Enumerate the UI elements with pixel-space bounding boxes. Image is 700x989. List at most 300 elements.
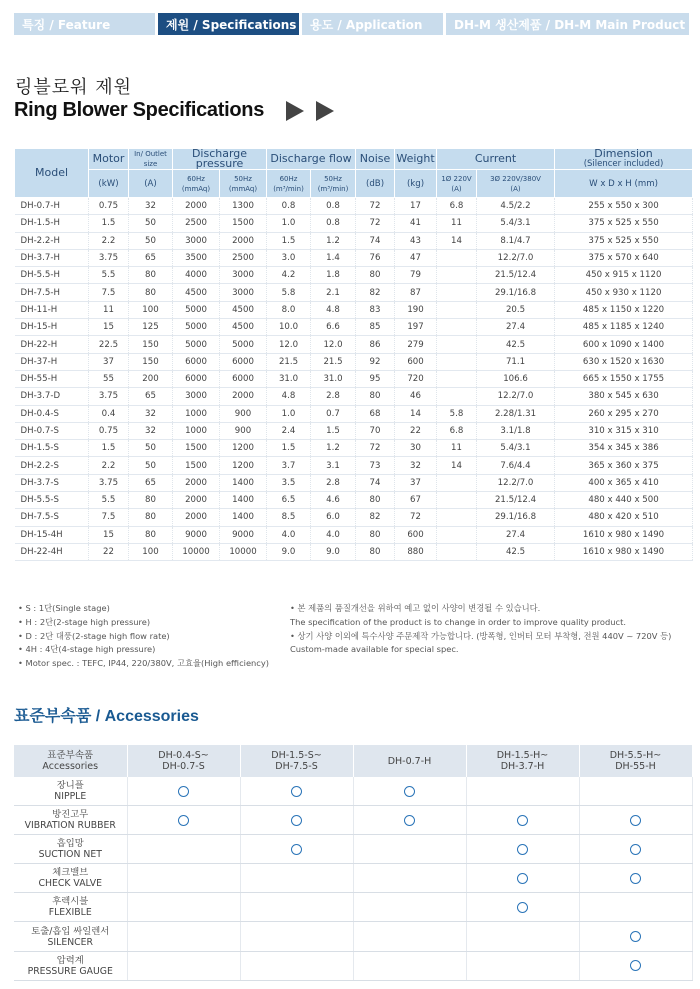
sub-f50 [311,170,356,198]
sub-p60 [173,170,220,198]
table-cell: 279 [395,336,437,353]
model-cell: DH-5.5-H [15,267,89,284]
spec-table-body [15,198,693,561]
accessory-name-en: PRESSURE GAUGE [27,965,113,977]
included-circle-icon [517,902,528,913]
accessory-name-ko: 후렉시블 [52,896,89,908]
table-cell: 9000 [173,526,220,543]
table-cell [437,492,477,509]
table-cell: 3.5 [267,474,311,491]
table-cell: 3.1 [311,457,356,474]
arrow-icons [286,101,334,121]
acc-col-l1: DH-0.7-H [387,755,432,767]
table-cell: 1.5 [89,440,129,457]
table-cell: 50 [129,440,173,457]
included-circle-icon [291,844,302,855]
included-circle-icon [630,815,641,826]
table-cell: 11 [437,215,477,232]
acc-col [579,745,692,777]
table-cell: 20.5 [477,301,555,318]
table-cell: 1300 [220,198,267,215]
sub-c3 [477,170,555,198]
acc-col-l2: DH-3.7-H [500,761,545,772]
acc-col-l2: DH-55-H [615,761,656,772]
table-cell: 10000 [173,543,220,560]
model-cell: DH-0.7-H [15,198,89,215]
notes-right [290,602,671,657]
accessory-name-en: SILENCER [47,936,93,948]
accessory-cell [353,922,466,951]
table-cell: 6000 [173,370,220,387]
table-cell: 79 [395,267,437,284]
table-cell: 5.8 [267,284,311,301]
sub-f50-hz: 50Hz [324,174,342,183]
tab-main-product[interactable]: DH-M 생산제품 / DH-M Main Product [446,13,689,35]
note-line: • S : 1단(Single stage) [18,603,110,613]
tab-application[interactable]: 용도 / Application [302,13,443,35]
model-cell: DH-15-4H [15,526,89,543]
table-cell: 485 x 1150 x 1220 [555,301,693,318]
sub-p50-unit: (mmAq) [228,184,258,193]
table-cell: 80 [356,543,395,560]
table-cell: 15 [89,526,129,543]
table-cell: 71.1 [477,353,555,370]
model-cell: DH-37-H [15,353,89,370]
play-arrow-icon [286,101,304,121]
table-cell: 5000 [173,336,220,353]
included-circle-icon [178,786,189,797]
table-row [15,509,693,526]
table-cell [437,509,477,526]
table-cell: 600 [395,526,437,543]
accessory-cell [579,864,692,893]
model-cell: DH-2.2-S [15,457,89,474]
note-line: • H : 2단(2-stage high pressure) [18,616,151,627]
table-cell: 17 [395,198,437,215]
table-cell: 354 x 345 x 386 [555,440,693,457]
table-cell [437,284,477,301]
table-cell: 1610 x 980 x 1490 [555,543,693,560]
table-cell: 1000 [173,405,220,422]
table-cell: 1.5 [267,232,311,249]
table-cell: 32 [129,405,173,422]
table-cell: 80 [129,526,173,543]
table-cell: 31.0 [311,370,356,387]
table-row [15,422,693,439]
table-cell: 68 [356,405,395,422]
table-cell: 2000 [220,232,267,249]
table-cell: 1.0 [267,405,311,422]
table-cell: 67 [395,492,437,509]
tab-feature[interactable]: 특징 / Feature [14,13,155,35]
table-cell: 21.5 [311,353,356,370]
table-cell: 7.5 [89,509,129,526]
sub-f60-hz: 60Hz [279,174,298,183]
acc-col [353,745,466,777]
table-cell: 6.5 [267,492,311,509]
accessory-label [14,806,127,835]
table-cell: 70 [356,422,395,439]
model-cell: DH-0.4-S [15,405,89,422]
table-cell: 260 x 295 x 270 [555,405,693,422]
acc-head-en: Accessories [42,761,99,772]
table-cell: 10000 [220,543,267,560]
table-cell: 3000 [220,267,267,284]
table-cell: 43 [395,232,437,249]
table-row [15,492,693,509]
accessory-name-ko: 방진고무 [52,809,89,821]
note-line: • 본 제품의 품질개선을 위하여 예고 없이 사양이 변경될 수 있습니다. [290,603,541,613]
accessory-cell [579,893,692,922]
table-cell: 150 [129,336,173,353]
table-cell: 3.75 [89,388,129,405]
accessory-cell [127,922,240,951]
accessory-cell [466,951,579,980]
table-cell: 2.2 [89,232,129,249]
table-cell: 7.6/4.4 [477,457,555,474]
table-cell: 880 [395,543,437,560]
accessory-cell [353,893,466,922]
table-cell: 0.7 [311,405,356,422]
accessory-cell [127,951,240,980]
table-cell: 80 [129,509,173,526]
model-cell: DH-22-H [15,336,89,353]
table-cell: 2000 [173,492,220,509]
table-cell: 37 [395,474,437,491]
table-cell: 1.2 [311,440,356,457]
table-cell: 65 [129,474,173,491]
table-cell: 100 [129,301,173,318]
table-cell: 1500 [220,215,267,232]
table-cell: 900 [220,422,267,439]
table-cell: 310 x 315 x 310 [555,422,693,439]
table-row [15,543,693,560]
accessory-label [14,922,127,951]
col-flow: Discharge flow [267,149,356,170]
table-cell: 21.5/12.4 [477,267,555,284]
table-cell: 4500 [220,319,267,336]
table-cell: 380 x 545 x 630 [555,388,693,405]
model-cell: DH-22-4H [15,543,89,560]
accessory-cell [353,777,466,806]
table-cell: 5000 [220,336,267,353]
list-item [14,806,692,835]
table-cell: 600 [395,353,437,370]
table-cell: 1200 [220,440,267,457]
accessory-cell [240,951,353,980]
table-cell: 375 x 525 x 550 [555,232,693,249]
table-cell: 480 x 420 x 510 [555,509,693,526]
accessory-cell [353,864,466,893]
table-cell: 1610 x 980 x 1490 [555,526,693,543]
included-circle-icon [630,960,641,971]
accessory-cell [353,951,466,980]
table-row [15,198,693,215]
model-cell: DH-3.7-H [15,249,89,266]
dimension-label: Dimension [594,147,653,160]
table-cell: 12.0 [311,336,356,353]
table-cell: 3.75 [89,249,129,266]
table-cell: 450 x 915 x 1120 [555,267,693,284]
accessory-cell [353,835,466,864]
table-cell: 29.1/16.8 [477,509,555,526]
accessory-name-ko: 압력계 [56,954,84,966]
table-cell: 480 x 440 x 500 [555,492,693,509]
accessory-label [14,777,127,806]
table-cell: 1400 [220,509,267,526]
list-item [14,835,692,864]
note-line: • Motor spec. : TEFC, IP44, 220/380V, 고효율(High efficiency) [18,658,270,669]
list-item [14,951,692,980]
model-cell: DH-1.5-H [15,215,89,232]
table-cell: 5000 [173,301,220,318]
table-cell: 22.5 [89,336,129,353]
included-circle-icon [291,786,302,797]
col-weight: Weight [395,149,437,170]
model-cell: DH-11-H [15,301,89,318]
table-row [15,353,693,370]
table-cell [437,474,477,491]
accessory-name-ko: 토출/흡입 싸일렌서 [31,925,110,937]
table-cell: 2000 [220,388,267,405]
included-circle-icon [630,873,641,884]
accessory-cell [127,777,240,806]
unit-weight: (kg) [395,170,437,198]
included-circle-icon [291,815,302,826]
table-cell [437,319,477,336]
included-circle-icon [517,815,528,826]
table-cell: 5.5 [89,492,129,509]
accessory-cell [353,806,466,835]
accessory-label [14,951,127,980]
included-circle-icon [630,931,641,942]
play-arrow-icon [316,101,334,121]
table-cell: 0.4 [89,405,129,422]
table-row [15,526,693,543]
table-row [15,457,693,474]
table-cell: 6000 [220,353,267,370]
accessory-cell [466,893,579,922]
table-cell: 5.4/3.1 [477,215,555,232]
note-line: • D : 2단 대풍(2-stage high flow rate) [18,630,170,641]
table-cell: 10.0 [267,319,311,336]
table-cell: 27.4 [477,319,555,336]
nav-tabs [14,13,692,35]
table-cell: 72 [395,509,437,526]
table-cell: 1.5 [311,422,356,439]
table-cell: 485 x 1185 x 1240 [555,319,693,336]
list-item [14,893,692,922]
table-cell: 9.0 [311,543,356,560]
table-cell: 1.0 [267,215,311,232]
table-cell: 12.0 [267,336,311,353]
table-cell: 55 [89,370,129,387]
table-cell [437,301,477,318]
table-cell: 1.4 [311,249,356,266]
table-cell: 32 [395,457,437,474]
acc-head-ko: 표준부속품 [47,750,94,761]
table-cell: 4.8 [311,301,356,318]
table-cell: 85 [356,319,395,336]
accessory-cell [579,777,692,806]
table-cell: 3000 [173,232,220,249]
acc-col-l2: DH-0.7-S [162,761,205,772]
table-cell: 22 [89,543,129,560]
list-item [14,922,692,951]
sub-c1-label: 1Ø 220V [441,174,472,183]
tab-specifications[interactable]: 제원 / Specifications [158,13,299,35]
table-cell [437,267,477,284]
table-cell: 72 [356,198,395,215]
table-cell: 50 [129,232,173,249]
accessory-cell [240,922,353,951]
table-cell: 80 [129,284,173,301]
acc-col-head [14,745,127,777]
table-cell: 1500 [173,457,220,474]
table-row [15,405,693,422]
col-pressure: Discharge pressure [173,149,267,170]
unit-inout: (A) [129,170,173,198]
table-cell: 80 [356,492,395,509]
table-cell: 3.7 [267,457,311,474]
table-cell: 2500 [173,215,220,232]
table-cell: 3500 [173,249,220,266]
table-cell: 600 x 1090 x 1400 [555,336,693,353]
table-row [15,249,693,266]
model-cell: DH-15-H [15,319,89,336]
table-cell: 0.8 [311,198,356,215]
table-cell: 6000 [173,353,220,370]
accessories-title: 표준부속품 / Accessories [14,708,199,725]
table-row [15,215,693,232]
table-cell: 2500 [220,249,267,266]
table-cell: 82 [356,509,395,526]
table-cell [437,543,477,560]
accessory-cell [240,806,353,835]
accessory-label [14,893,127,922]
table-cell: 2.28/1.31 [477,405,555,422]
col-model: Model [15,149,89,198]
table-cell: 1000 [173,422,220,439]
list-item [14,777,692,806]
table-cell: 3.1/1.8 [477,422,555,439]
table-cell: 83 [356,301,395,318]
table-cell: 6.0 [311,509,356,526]
table-cell: 92 [356,353,395,370]
table-row [15,370,693,387]
acc-col-l1: DH-5.5-H~ [609,750,662,761]
table-cell: 4.2 [267,267,311,284]
table-cell: 14 [437,457,477,474]
table-cell: 8.5 [267,509,311,526]
model-cell: DH-3.7-D [15,388,89,405]
acc-col [240,745,353,777]
accessory-cell [127,864,240,893]
table-cell: 0.75 [89,198,129,215]
table-cell: 2.2 [89,457,129,474]
col-dimension [555,149,693,170]
table-cell: 29.1/16.8 [477,284,555,301]
table-cell: 80 [356,388,395,405]
table-cell: 255 x 550 x 300 [555,198,693,215]
acc-col-l2: DH-7.5-S [275,761,318,772]
table-cell: 400 x 365 x 410 [555,474,693,491]
table-cell: 80 [356,267,395,284]
table-row [15,284,693,301]
table-row [15,301,693,318]
table-cell: 100 [129,543,173,560]
page-title-english: Ring Blower Specifications [14,99,265,121]
acc-col-l1: DH-1.5-H~ [496,750,549,761]
table-cell: 1.5 [267,440,311,457]
table-cell: 190 [395,301,437,318]
included-circle-icon [517,873,528,884]
acc-col [466,745,579,777]
notes-left [18,602,269,671]
page-title [14,99,334,122]
table-cell: 125 [129,319,173,336]
model-cell: DH-3.7-S [15,474,89,491]
accessory-label [14,864,127,893]
table-cell: 4.0 [267,526,311,543]
table-cell: 900 [220,405,267,422]
table-cell: 11 [89,301,129,318]
model-cell: DH-1.5-S [15,440,89,457]
model-cell: DH-0.7-S [15,422,89,439]
table-cell: 9000 [220,526,267,543]
table-cell: 65 [129,249,173,266]
sub-f60-unit: (m³/min) [273,184,304,193]
sub-f50-unit: (m³/min) [317,184,349,193]
table-cell: 82 [356,284,395,301]
table-cell: 0.75 [89,422,129,439]
model-cell: DH-7.5-S [15,509,89,526]
accessory-name-en: FLEXIBLE [48,907,92,919]
accessory-cell [466,922,579,951]
table-cell: 37 [89,353,129,370]
table-cell: 12.2/7.0 [477,474,555,491]
table-row [15,319,693,336]
table-row [15,440,693,457]
table-cell: 1400 [220,474,267,491]
table-row [15,267,693,284]
table-cell: 3.0 [267,249,311,266]
accessory-cell [579,922,692,951]
table-cell: 4.6 [311,492,356,509]
sub-p50-hz: 50Hz [234,174,252,183]
table-cell [437,353,477,370]
note-line: Custom-made available for special spec. [290,644,459,655]
table-cell: 1.2 [311,232,356,249]
accessory-cell [579,835,692,864]
accessory-name-ko: 장니플 [56,780,84,792]
table-cell: 80 [356,526,395,543]
table-cell [437,249,477,266]
table-cell: 95 [356,370,395,387]
table-cell: 65 [129,388,173,405]
table-cell: 1500 [173,440,220,457]
unit-motor: (kW) [89,170,129,198]
dimension-sub: (Silencer included) [583,159,664,169]
accessory-cell [240,864,353,893]
table-cell: 4500 [173,284,220,301]
table-cell: 86 [356,336,395,353]
table-cell: 2000 [173,474,220,491]
accessory-name-en: SUCTION NET [38,849,102,861]
accessory-cell [466,835,579,864]
accessory-name-ko: 체크밸브 [52,867,89,879]
table-cell: 14 [437,232,477,249]
